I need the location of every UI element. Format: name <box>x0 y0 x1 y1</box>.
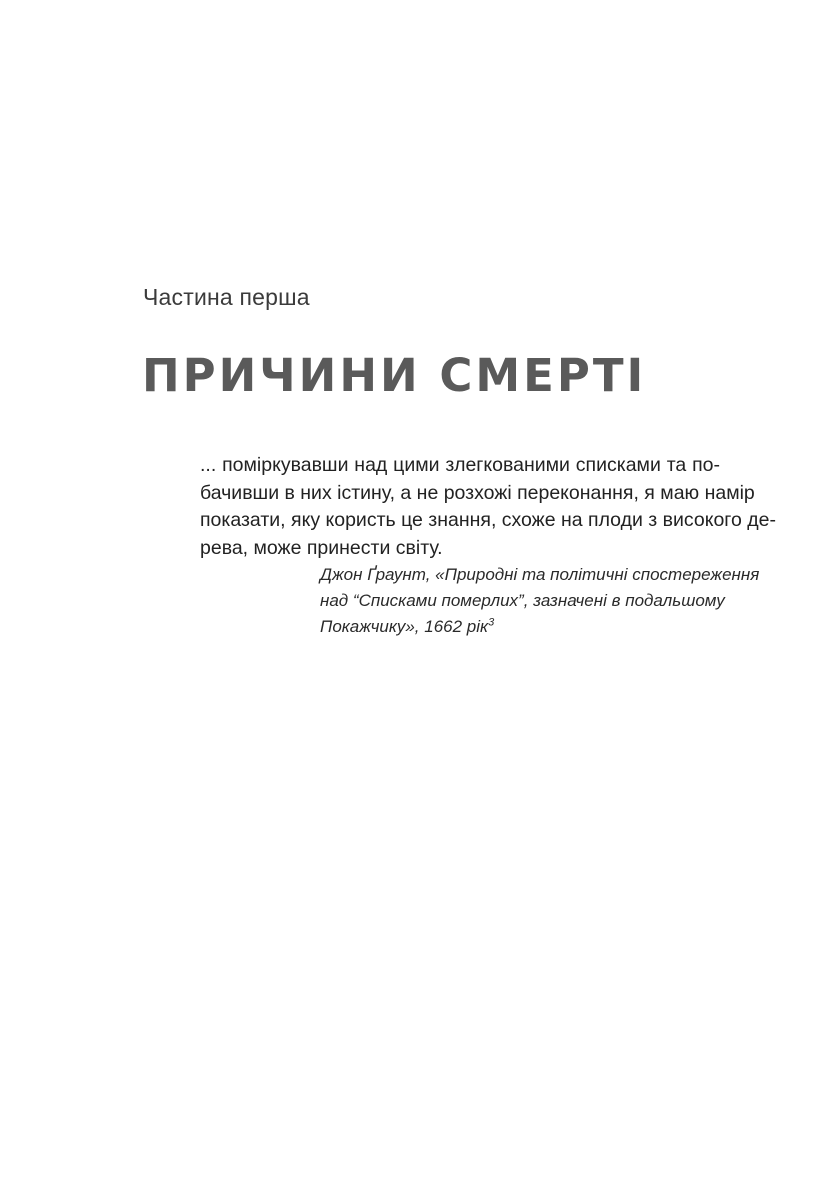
epigraph-line-2: бачивши в них істину, а не розхожі переконання, я маю намір <box>200 481 755 504</box>
epigraph <box>200 452 776 562</box>
epigraph-line-4: рева, може принести світу. <box>200 536 443 559</box>
part-title: ПРИЧИНИ СМЕРТІ <box>142 349 647 402</box>
attribution-line-3 <box>320 614 720 640</box>
epigraph-line-1: ... поміркувавши над цими злегкованими списками та по- <box>200 454 720 476</box>
attribution-line-2: над “Списками померлих”, зазначені в подальшому <box>320 591 725 610</box>
footnote-reference[interactable]: 3 <box>488 616 495 629</box>
attribution-line-1: Джон Ґраунт, «Природні та політичні спостереження <box>320 565 760 584</box>
epigraph-line-3: показати, яку користь це знання, схоже на плоди з високого де- <box>200 509 776 531</box>
epigraph-attribution <box>320 562 760 640</box>
attribution-line-3-text: Покажчику», 1662 рік <box>320 617 489 636</box>
part-label: Частина перша <box>143 284 310 310</box>
